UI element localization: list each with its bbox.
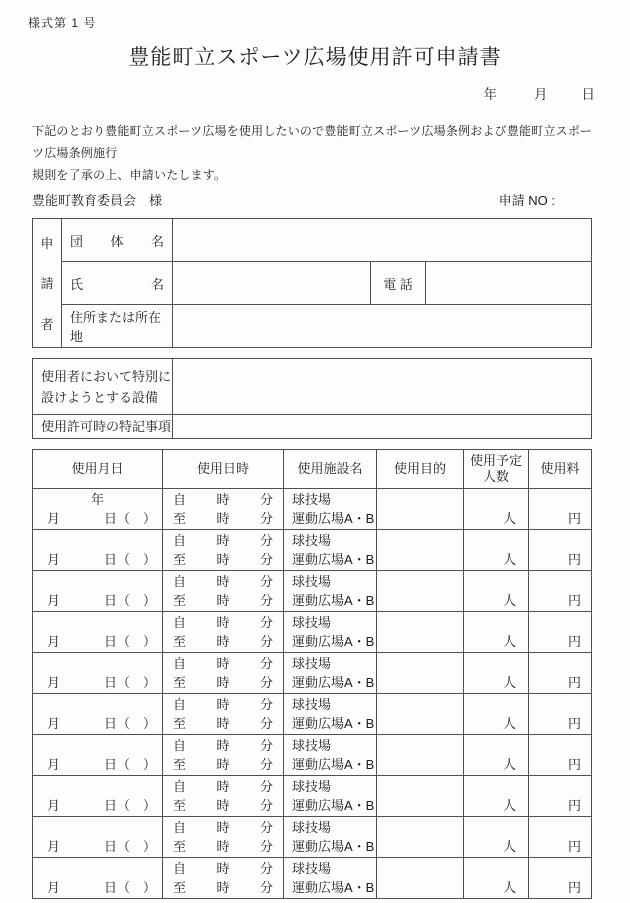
hour-label: 時 [216, 492, 230, 507]
facility-line2: 運動広場A・B [292, 757, 375, 772]
facility-line2: 運動広場A・B [292, 716, 375, 731]
date-year-label: 年 [483, 87, 497, 102]
usage-table-row [33, 858, 592, 899]
people-unit-label: 人 [502, 716, 516, 731]
minute-label: 分 [259, 757, 273, 772]
usage-time-cell [163, 653, 284, 694]
fee-unit-label: 円 [567, 798, 581, 813]
to-label: 至 [173, 552, 187, 567]
people-cell [464, 612, 529, 653]
minute-label: 分 [259, 779, 273, 794]
minute-label: 分 [259, 716, 273, 731]
hour-label: 時 [216, 820, 230, 835]
usage-table-row [33, 530, 592, 571]
facility-cell [284, 530, 377, 571]
minute-label: 分 [259, 552, 273, 567]
fee-cell [529, 653, 592, 694]
hour-label: 時 [216, 738, 230, 753]
people-cell [464, 530, 529, 571]
hour-label: 時 [216, 697, 230, 712]
purpose-field [377, 694, 464, 735]
month-label: 月 [47, 798, 61, 813]
usage-time-cell [163, 735, 284, 776]
usage-date-cell [33, 571, 163, 612]
minute-label: 分 [259, 675, 273, 690]
fee-unit-label: 円 [567, 757, 581, 772]
applicant-side-char-1: 申 [40, 235, 54, 251]
people-unit-label: 人 [502, 634, 516, 649]
people-cell [464, 489, 529, 530]
to-label: 至 [173, 593, 187, 608]
facility-line1: 球技場 [292, 492, 332, 507]
month-label: 月 [47, 757, 61, 772]
fee-cell [529, 571, 592, 612]
fee-cell [529, 858, 592, 899]
hour-label: 時 [216, 839, 230, 854]
from-label: 自 [173, 738, 187, 753]
people-cell [464, 694, 529, 735]
month-label: 月 [47, 716, 61, 731]
day-label: 日（ ） [103, 552, 156, 567]
usage-table-header-row [33, 450, 592, 489]
fee-unit-label: 円 [567, 839, 581, 854]
facility-cell [284, 489, 377, 530]
from-label: 自 [173, 574, 187, 589]
usage-date-cell [33, 653, 163, 694]
facility-line2: 運動広場A・B [292, 880, 375, 895]
facility-cell [284, 571, 377, 612]
hour-label: 時 [216, 533, 230, 548]
usage-time-cell [163, 530, 284, 571]
fee-unit-label: 円 [567, 634, 581, 649]
day-label: 日（ ） [103, 593, 156, 608]
month-label: 月 [47, 552, 61, 567]
usage-time-cell [163, 817, 284, 858]
minute-label: 分 [259, 738, 273, 753]
usage-table-row [33, 776, 592, 817]
day-label: 日（ ） [103, 880, 156, 895]
facility-line1: 球技場 [292, 533, 332, 548]
minute-label: 分 [259, 820, 273, 835]
facility-line2: 運動広場A・B [292, 552, 375, 567]
from-label: 自 [173, 861, 187, 876]
usage-table-row [33, 735, 592, 776]
day-label: 日（ ） [103, 675, 156, 690]
people-unit-label: 人 [502, 757, 516, 772]
month-label: 月 [47, 511, 61, 526]
day-label: 日（ ） [103, 716, 156, 731]
usage-table-row [33, 612, 592, 653]
facility-line2: 運動広場A・B [292, 675, 375, 690]
minute-label: 分 [259, 798, 273, 813]
date-day-label: 日 [581, 87, 595, 102]
usage-table-row [33, 571, 592, 612]
notes-table [32, 358, 592, 439]
special-equipment-label: 使用者において特別に 設けようとする設備 [33, 359, 173, 415]
facility-cell [284, 817, 377, 858]
purpose-field [377, 489, 464, 530]
fee-cell [529, 776, 592, 817]
people-unit-label: 人 [502, 511, 516, 526]
usage-table-row [33, 817, 592, 858]
usage-time-cell [163, 858, 284, 899]
hour-label: 時 [216, 634, 230, 649]
usage-date-cell [33, 489, 163, 530]
usage-time-cell [163, 571, 284, 612]
intro-paragraph [0, 120, 630, 186]
fee-cell [529, 530, 592, 571]
applicant-table [32, 218, 592, 348]
people-unit-label: 人 [502, 839, 516, 854]
applicant-side-char-3: 者 [40, 317, 54, 333]
usage-table-row [33, 653, 592, 694]
purpose-field [377, 571, 464, 612]
facility-line1: 球技場 [292, 779, 332, 794]
header-facility-name: 使用施設名 [284, 450, 377, 489]
header-usage-purpose: 使用目的 [377, 450, 464, 489]
usage-table-body [33, 489, 592, 899]
from-label: 自 [173, 779, 187, 794]
from-label: 自 [173, 820, 187, 835]
minute-label: 分 [259, 533, 273, 548]
day-label: 日（ ） [103, 839, 156, 854]
facility-line1: 球技場 [292, 820, 332, 835]
minute-label: 分 [259, 880, 273, 895]
hour-label: 時 [216, 511, 230, 526]
from-label: 自 [173, 615, 187, 630]
purpose-field [377, 776, 464, 817]
hour-label: 時 [216, 798, 230, 813]
page-title: 豊能町立スポーツ広場使用許可申請書 [128, 46, 502, 69]
fee-unit-label: 円 [567, 675, 581, 690]
people-unit-label: 人 [502, 593, 516, 608]
date-month-label: 月 [534, 87, 548, 102]
facility-cell [284, 735, 377, 776]
permit-notes-field [173, 415, 592, 439]
people-cell [464, 858, 529, 899]
purpose-field [377, 530, 464, 571]
header-expected-people: 使用予定 人数 [464, 450, 529, 489]
form-number: 様式第 1 号 [28, 16, 97, 30]
phone-field [426, 262, 592, 305]
usage-date-cell [33, 694, 163, 735]
from-label: 自 [173, 656, 187, 671]
organization-name-field [173, 219, 592, 262]
hour-label: 時 [216, 779, 230, 794]
facility-line2: 運動広場A・B [292, 511, 375, 526]
purpose-field [377, 817, 464, 858]
month-label: 月 [47, 675, 61, 690]
hour-label: 時 [216, 861, 230, 876]
minute-label: 分 [259, 511, 273, 526]
people-unit-label: 人 [502, 552, 516, 567]
purpose-field [377, 612, 464, 653]
people-unit-label: 人 [502, 675, 516, 690]
facility-cell [284, 858, 377, 899]
hour-label: 時 [216, 574, 230, 589]
usage-table-row [33, 694, 592, 735]
usage-time-cell [163, 489, 284, 530]
day-label: 日（ ） [103, 511, 156, 526]
fee-unit-label: 円 [567, 593, 581, 608]
month-label: 月 [47, 634, 61, 649]
usage-table [32, 449, 592, 899]
applicant-side-label-cell [33, 219, 62, 348]
usage-date-cell [33, 858, 163, 899]
fee-cell [529, 735, 592, 776]
addressee-label: 豊能町教育委員会 様 [32, 193, 163, 208]
minute-label: 分 [259, 697, 273, 712]
usage-time-cell [163, 776, 284, 817]
hour-label: 時 [216, 880, 230, 895]
facility-line1: 球技場 [292, 615, 332, 630]
header-usage-fee: 使用料 [529, 450, 592, 489]
month-label: 月 [47, 593, 61, 608]
people-cell [464, 653, 529, 694]
date-line [0, 86, 630, 104]
to-label: 至 [173, 839, 187, 854]
facility-line1: 球技場 [292, 861, 332, 876]
to-label: 至 [173, 798, 187, 813]
facility-line1: 球技場 [292, 738, 332, 753]
purpose-field [377, 735, 464, 776]
fee-unit-label: 円 [567, 880, 581, 895]
hour-label: 時 [216, 757, 230, 772]
minute-label: 分 [259, 861, 273, 876]
year-label: 年 [90, 492, 104, 507]
usage-date-cell [33, 530, 163, 571]
person-name-field [173, 262, 371, 305]
usage-time-cell [163, 612, 284, 653]
minute-label: 分 [259, 492, 273, 507]
special-equipment-field [173, 359, 592, 415]
hour-label: 時 [216, 716, 230, 731]
phone-label: 電 話 [371, 262, 426, 305]
facility-line2: 運動広場A・B [292, 839, 375, 854]
usage-date-cell [33, 817, 163, 858]
usage-date-cell [33, 612, 163, 653]
hour-label: 時 [216, 615, 230, 630]
day-label: 日（ ） [103, 757, 156, 772]
hour-label: 時 [216, 656, 230, 671]
facility-cell [284, 653, 377, 694]
people-unit-label: 人 [502, 798, 516, 813]
to-label: 至 [173, 716, 187, 731]
facility-line2: 運動広場A・B [292, 798, 375, 813]
facility-line1: 球技場 [292, 697, 332, 712]
usage-date-cell [33, 776, 163, 817]
hour-label: 時 [216, 593, 230, 608]
to-label: 至 [173, 511, 187, 526]
fee-cell [529, 612, 592, 653]
header-usage-time: 使用日時 [163, 450, 284, 489]
day-label: 日（ ） [103, 798, 156, 813]
minute-label: 分 [259, 615, 273, 630]
facility-line1: 球技場 [292, 574, 332, 589]
organization-name-label: 団 体 名 [62, 219, 173, 262]
from-label: 自 [173, 492, 187, 507]
people-unit-label: 人 [502, 880, 516, 895]
header-usage-date: 使用月日 [33, 450, 163, 489]
people-cell [464, 817, 529, 858]
fee-unit-label: 円 [567, 511, 581, 526]
intro-line-1: 下記のとおり豊能町立スポーツ広場を使用したいので豊能町立スポーツ広場条例および豊能町立スポーツ広場条例施行 [32, 124, 593, 160]
usage-table-row [33, 489, 592, 530]
facility-line1: 球技場 [292, 656, 332, 671]
minute-label: 分 [259, 839, 273, 854]
people-cell [464, 735, 529, 776]
usage-time-cell [163, 694, 284, 735]
intro-line-2: 規則を了承の上、申請いたします。 [32, 168, 227, 182]
from-label: 自 [173, 697, 187, 712]
addressee-row [0, 192, 630, 210]
people-cell [464, 776, 529, 817]
application-no-label: 申請 NO : [498, 193, 555, 208]
day-label: 日（ ） [103, 634, 156, 649]
month-label: 月 [47, 839, 61, 854]
usage-date-cell [33, 735, 163, 776]
purpose-field [377, 858, 464, 899]
hour-label: 時 [216, 675, 230, 690]
minute-label: 分 [259, 574, 273, 589]
hour-label: 時 [216, 552, 230, 567]
applicant-side-char-2: 請 [40, 276, 54, 292]
minute-label: 分 [259, 634, 273, 649]
fee-cell [529, 489, 592, 530]
purpose-field [377, 653, 464, 694]
people-cell [464, 571, 529, 612]
to-label: 至 [173, 757, 187, 772]
fee-unit-label: 円 [567, 552, 581, 567]
from-label: 自 [173, 533, 187, 548]
month-label: 月 [47, 880, 61, 895]
facility-line2: 運動広場A・B [292, 593, 375, 608]
fee-cell [529, 694, 592, 735]
to-label: 至 [173, 880, 187, 895]
person-name-label: 氏 名 [62, 262, 173, 305]
facility-cell [284, 776, 377, 817]
to-label: 至 [173, 675, 187, 690]
fee-unit-label: 円 [567, 716, 581, 731]
address-label: 住所または所在地 [62, 305, 173, 348]
facility-cell [284, 694, 377, 735]
fee-cell [529, 817, 592, 858]
minute-label: 分 [259, 656, 273, 671]
facility-cell [284, 612, 377, 653]
to-label: 至 [173, 634, 187, 649]
minute-label: 分 [259, 593, 273, 608]
permit-notes-label: 使用許可時の特記事項 [33, 415, 173, 439]
facility-line2: 運動広場A・B [292, 634, 375, 649]
address-field [173, 305, 592, 348]
